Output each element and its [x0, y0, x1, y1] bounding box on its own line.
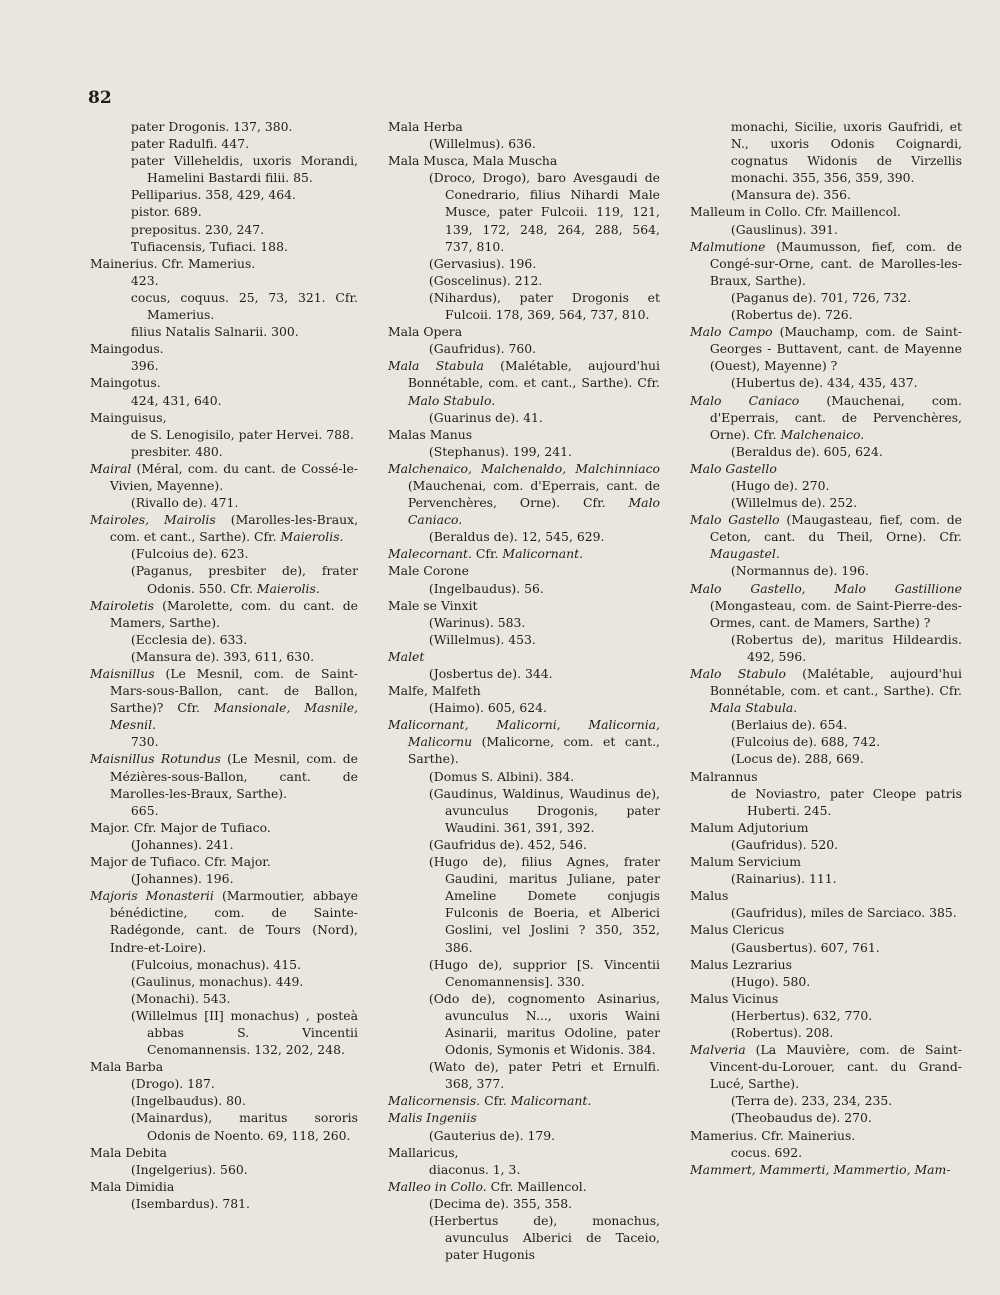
entry-text: (Nihardus), pater Drogonis et Fulcoii. 178, 369, 564, 737, 810. [428, 289, 660, 323]
entry-text: (Gaufridus de). 452, 546. [428, 836, 587, 852]
entry-text: (Locus de). 288, 669. [730, 751, 864, 767]
entry-text: prepositus. 230, 247. [130, 221, 265, 237]
italic-term: Malveria [690, 1042, 746, 1058]
entry-text: cocus, coquus. 25, 73, 321. Cfr. Mamerius. [130, 289, 358, 323]
index-subentry [690, 631, 962, 665]
entry-text: (Le Mesnil, com. de Saint-Mars-sous-Ballon, cant. de Ballon, Sarthe)? Cfr. [109, 666, 358, 716]
index-heading [690, 665, 962, 716]
entry-text: Mallaricus, [388, 1144, 459, 1160]
entry-text: (Mongasteau, com. de Saint-Pierre-des-Ormes, cant. de Mamers, Sarthe) ? [709, 597, 962, 630]
index-subentry [690, 1109, 962, 1126]
entry-text: (Ingelgerius). 560. [130, 1161, 248, 1177]
cross-reference: Malchenaico. [780, 426, 865, 442]
index-subentry [388, 135, 660, 152]
entry-text: pistor. 689. [130, 204, 202, 220]
index-subentry [388, 580, 660, 597]
index-heading [690, 580, 962, 631]
index-subentry [90, 562, 358, 596]
entry-text: (Marolette, com. du cant. de Mamers, Sarthe). [109, 597, 358, 630]
entry-text: (Decima de). 355, 358. [428, 1195, 573, 1211]
italic-term: Mairoles, Mairolis [90, 512, 216, 528]
index-subentry [90, 973, 358, 990]
index-subentry [90, 323, 358, 340]
entry-text: (Gaufridus). 760. [428, 341, 537, 357]
index-subentry [388, 853, 660, 956]
index-heading [90, 887, 358, 955]
cross-reference: Mala Stabula. [709, 700, 798, 716]
index-heading [388, 545, 660, 562]
entry-text: (Willelmus). 636. [428, 136, 536, 152]
index-heading [388, 1092, 660, 1109]
index-heading [388, 323, 660, 340]
entry-text: pater Radulfi. 447. [130, 136, 250, 152]
entry-text: Mainguisus, [90, 409, 167, 425]
entry-text: (Goscelinus). 212. [428, 272, 543, 288]
cross-reference: Malo Caniaco. [407, 495, 660, 528]
index-subentry [90, 238, 358, 255]
index-subentry [388, 836, 660, 853]
italic-term: Mairal [90, 460, 132, 476]
entry-text: (Hugo). 580. [730, 973, 811, 989]
page-number: 82 [88, 88, 112, 108]
index-subentry [690, 1024, 962, 1041]
index-subentry [90, 545, 358, 562]
entry-text: 396. [130, 358, 159, 374]
entry-text: (Paganus, presbiter de), frater Odonis. 550. Cfr. [130, 563, 358, 596]
entry-text: (Gaulinus, monachus). 449. [130, 973, 304, 989]
index-heading [90, 255, 358, 272]
entry-text: (Marmoutier, abbaye bénédictine, com. de Sainte-Radégonde, cant. de Tours (Nord), Indre-et-Loire). [109, 888, 358, 955]
index-heading [388, 426, 660, 443]
index-heading [90, 1058, 358, 1075]
entry-text: (Hubertus de). 434, 435, 437. [730, 375, 918, 391]
italic-term: Malo Campo [690, 324, 773, 340]
cross-reference: Malicornant. [502, 546, 584, 562]
index-subentry [388, 665, 660, 682]
entry-text: (Fulcoius, monachus). 415. [130, 956, 302, 972]
entry-text: (Gausbertus). 607, 761. [730, 939, 880, 955]
index-subentry [690, 785, 962, 819]
entry-text: (Robertus de), maritus Hildeardis. 492, 596. [730, 631, 962, 664]
italic-term: Malleo in Collo. [388, 1178, 487, 1194]
entry-text: (La Mauvière, com. de Saint-Vincent-du-Lorouer, cant. du Grand-Lucé, Sarthe). [709, 1042, 962, 1092]
index-subentry [90, 118, 358, 135]
index-subentry [690, 289, 962, 306]
index-subentry [90, 186, 358, 203]
entry-text: (Guarinus de). 41. [428, 409, 543, 425]
index-subentry [90, 956, 358, 973]
entry-text: (Johannes). 241. [130, 836, 234, 852]
entry-text: (Marolles-les-Braux, com. et cant., Sarthe). Cfr. [109, 512, 359, 545]
index-subentry [90, 272, 358, 289]
index-subentry [690, 477, 962, 494]
index-subentry [388, 614, 660, 631]
index-subentry [90, 802, 358, 819]
entry-text: (Terra de). 233, 234, 235. [730, 1093, 893, 1109]
index-column-2 [388, 118, 660, 1263]
index-heading [690, 392, 962, 443]
italic-term: Malicornensis. [388, 1093, 481, 1109]
entry-text: (Gauslinus). 391. [730, 221, 838, 237]
index-subentry [388, 409, 660, 426]
entry-text: Cfr. [480, 1093, 511, 1109]
index-subentry [90, 733, 358, 750]
index-subentry [90, 1092, 358, 1109]
index-heading [90, 460, 358, 494]
index-subentry [690, 939, 962, 956]
entry-text: (Robertus de). 726. [730, 307, 853, 323]
entry-text: Pelliparius. 358, 429, 464. [130, 187, 296, 203]
entry-text: Major. Cfr. Major de Tufiaco. [90, 819, 271, 835]
entry-text: 423. [130, 272, 159, 288]
index-heading [690, 768, 962, 785]
index-heading [90, 1144, 358, 1161]
entry-text: Malrannus [690, 768, 758, 784]
index-subentry [90, 1109, 358, 1143]
index-subentry [388, 1161, 660, 1178]
entry-text: (Hugo de). 270. [730, 477, 830, 493]
entry-text: (Rivallo de). 471. [130, 495, 239, 511]
index-subentry [388, 631, 660, 648]
index-subentry [90, 870, 358, 887]
index-heading [690, 1161, 962, 1178]
index-subentry [90, 1007, 358, 1058]
entry-text: Malus [690, 888, 729, 904]
entry-text: (Fulcoius de). 688, 742. [730, 734, 881, 750]
index-subentry [90, 990, 358, 1007]
index-subentry [690, 374, 962, 391]
index-subentry [388, 1127, 660, 1144]
index-heading [90, 750, 358, 801]
entry-text: monachi, Sicilie, uxoris Gaufridi, et N., uxoris Odonis Coignardi, cognatus Widonis de Virzellis monachi. 355, 356, 359, 390. [730, 119, 962, 186]
entry-text: (Normannus de). 196. [730, 563, 869, 579]
entry-text: Malleum in Collo. Cfr. Maillencol. [690, 204, 901, 220]
entry-text: (Berlaius de). 654. [730, 717, 848, 733]
entry-text: (Mainardus), maritus sororis Odonis de Noento. 69, 118, 260. [130, 1110, 358, 1143]
index-subentry [388, 956, 660, 990]
italic-term: Malo Caniaco [690, 392, 800, 408]
index-subentry [690, 443, 962, 460]
index-heading [388, 460, 660, 528]
index-heading [690, 853, 962, 870]
italic-term: Malicornant, Malicorni, Malicornia, Malicornu [388, 717, 660, 750]
entry-text: Malum Adjutorium [690, 819, 809, 835]
italic-term: Maisnillus Rotundus [90, 751, 221, 767]
entry-text: (Méral, com. du cant. de Cossé-le-Vivien, Mayenne). [109, 460, 358, 493]
index-heading [90, 409, 358, 426]
index-subentry [388, 785, 660, 836]
index-subentry [690, 1007, 962, 1024]
entry-text: (Willelmus de). 252. [730, 495, 858, 511]
index-subentry [90, 392, 358, 409]
entry-text: pater Drogonis. 137, 380. [130, 119, 293, 134]
index-heading [90, 1178, 358, 1195]
index-subentry [690, 221, 962, 238]
index-subentry [90, 494, 358, 511]
entry-text: (Mauchenai, com. d'Eperrais, cant. de Pervenchères, Orne). Cfr. [407, 477, 660, 511]
entry-text: Mala Herba [388, 119, 463, 134]
entry-text: (Hugo de), filius Agnes, frater Gaudini, maritus Juliane, pater Ameline Domete conjugis Fulconis de Boeria, et Alberici Goslini, vel Joslini ? 350, 352, 386. [428, 854, 660, 955]
index-subentry [690, 494, 962, 511]
index-subentry [388, 169, 660, 254]
entry-text: Cfr. Maillencol. [486, 1178, 587, 1194]
index-heading [90, 665, 358, 733]
italic-term: Malet [388, 648, 425, 664]
italic-term: Malo Gastello [690, 512, 780, 528]
entry-text: (Malicorne, com. et cant., Sarthe). [407, 734, 660, 767]
entry-text: (Drogo). 187. [130, 1076, 215, 1092]
index-heading [690, 460, 962, 477]
index-subentry [690, 1092, 962, 1109]
index-heading [388, 357, 660, 408]
entry-text: (Malétable, aujourd'hui Bonnétable, com. et cant., Sarthe). Cfr. [407, 358, 660, 391]
index-heading [690, 956, 962, 973]
index-heading [388, 118, 660, 135]
index-heading [388, 716, 660, 767]
index-heading [388, 562, 660, 579]
entry-text: Malfe, Malfeth [388, 683, 481, 699]
index-heading [690, 819, 962, 836]
index-subentry [90, 203, 358, 220]
entry-text: Tufiacensis, Tufiaci. 188. [130, 238, 288, 254]
cross-reference: Maierolis. [280, 529, 344, 545]
index-heading [90, 853, 358, 870]
entry-text: (Herbertus). 632, 770. [730, 1007, 873, 1023]
index-heading [388, 1109, 660, 1126]
entry-text: (Domus S. Albini). 384. [428, 768, 575, 784]
cross-reference: Maierolis. [256, 580, 320, 596]
entry-text: presbiter. 480. [130, 443, 223, 459]
index-subentry [90, 443, 358, 460]
italic-term: Mairoletis [90, 597, 155, 613]
entry-text: (Gaufridus), miles de Sarciaco. 385. [730, 905, 957, 921]
entry-text: (Beraldus de). 12, 545, 629. [428, 529, 605, 545]
index-subentry [90, 426, 358, 443]
index-subentry [90, 1075, 358, 1092]
entry-text: Male Corone [388, 563, 469, 579]
index-subentry [90, 1195, 358, 1212]
entry-text: (Mansura de). 356. [730, 187, 851, 203]
entry-text: (Ingelbaudus). 80. [130, 1093, 246, 1109]
entry-text: (Theobaudus de). 270. [730, 1110, 872, 1126]
entry-text: (Maugasteau, fief, com. de Ceton, cant. du Theil, Orne). Cfr. [709, 512, 962, 545]
index-subentry [388, 255, 660, 272]
index-subentry [690, 733, 962, 750]
index-subentry [388, 699, 660, 716]
entry-text: 424, 431, 640. [130, 392, 222, 408]
entry-text: (Warinus). 583. [428, 614, 526, 630]
index-subentry [690, 836, 962, 853]
entry-text: (Wato de), pater Petri et Ernulfi. 368, 377. [428, 1059, 660, 1092]
index-heading [90, 374, 358, 391]
entry-text: Maingodus. [90, 341, 164, 357]
index-subentry [388, 1195, 660, 1212]
cross-reference: Malicornant. [510, 1093, 592, 1109]
entry-text: Mainerius. Cfr. Mamerius. [90, 255, 256, 271]
index-heading [690, 511, 962, 562]
index-heading [690, 1041, 962, 1092]
entry-text: (Josbertus de). 344. [428, 666, 553, 681]
entry-text: (Gaufridus). 520. [730, 836, 839, 852]
index-heading [388, 1178, 660, 1195]
entry-text: (Willelmus). 453. [428, 631, 536, 647]
index-heading [690, 238, 962, 289]
entry-text: (Stephanus). 199, 241. [428, 443, 573, 459]
index-subentry [90, 1161, 358, 1178]
index-subentry [90, 289, 358, 323]
index-subentry [690, 306, 962, 323]
entry-text: de S. Lenogisilo, pater Hervei. 788. [130, 426, 354, 442]
index-heading [690, 1127, 962, 1144]
index-heading [690, 921, 962, 938]
entry-text: (Monachi). 543. [130, 990, 231, 1006]
index-subentry [90, 648, 358, 665]
entry-text: Cfr. [471, 546, 503, 562]
entry-text: (Gauterius de). 179. [428, 1127, 556, 1143]
index-heading [690, 990, 962, 1007]
entry-text: (Willelmus [II] monachus) , posteà abbas S. Vincentii Cenomannensis. 132, 202, 248. [130, 1007, 358, 1058]
index-subentry [690, 1144, 962, 1161]
italic-term: Malmutione [690, 238, 766, 254]
index-heading [388, 648, 660, 665]
index-column-1 [90, 118, 358, 1212]
entry-text: (Robertus). 208. [730, 1024, 834, 1040]
index-subentry [388, 1212, 660, 1263]
entry-text: Malum Servicium [690, 854, 802, 870]
entry-text: Malus Lezrarius [690, 956, 792, 972]
index-subentry [690, 750, 962, 767]
entry-text: (Maumusson, fief, com. de Congé-sur-Orne, cant. de Marolles-les-Braux, Sarthe). [709, 238, 962, 288]
entry-text: (Haimo). 605, 624. [428, 700, 547, 716]
entry-text: (Herbertus de), monachus, avunculus Alberici de Taceio, pater Hugonis [428, 1213, 660, 1263]
index-subentry [90, 836, 358, 853]
index-subentry [690, 716, 962, 733]
index-subentry [388, 1058, 660, 1092]
entry-text: cocus. 692. [730, 1144, 803, 1160]
index-heading [690, 323, 962, 374]
index-heading [388, 682, 660, 699]
entry-text: pater Villeheldis, uxoris Morandi, Hamelini Bastardi filii. 85. [130, 153, 358, 186]
index-heading [690, 887, 962, 904]
index-subentry [388, 990, 660, 1058]
index-subentry [388, 768, 660, 785]
entry-text: (Johannes). 196. [130, 871, 234, 887]
entry-text: (Hugo de), supprior [S. Vincentii Cenomannensis]. 330. [428, 956, 660, 989]
entry-text: Male se Vinxit [388, 597, 478, 613]
entry-text: Mala Barba [90, 1059, 164, 1075]
italic-term: Majoris Monasterii [90, 888, 214, 904]
italic-term: Malo Gastello [690, 460, 777, 476]
entry-text: Mala Opera [388, 324, 463, 340]
index-heading [388, 597, 660, 614]
index-heading [90, 340, 358, 357]
italic-term: Malo Stabulo [690, 666, 786, 681]
italic-term: Malis Ingeniis [388, 1110, 477, 1126]
entry-text: (Le Mesnil, com. de Mézières-sous-Ballon, cant. de Marolles-les-Braux, Sarthe). [109, 751, 358, 801]
entry-text: (Mauchenai, com. d'Eperrais, cant. de Pervenchères, Orne). Cfr. [709, 392, 962, 442]
index-heading [90, 511, 358, 545]
entry-text: Mamerius. Cfr. Mainerius. [690, 1127, 856, 1143]
italic-term: Malecornant. [388, 546, 472, 562]
entry-text: (Odo de), cognomento Asinarius, avunculus N..., uxoris Waini Asinarii, maritus Odoline, pater Odonis, Symonis et Widonis. 384. [428, 990, 660, 1058]
entry-text: (Ingelbaudus). 56. [428, 580, 544, 596]
index-heading [90, 819, 358, 836]
index-subentry [388, 272, 660, 289]
italic-term: Malchenaico, Malchenaldo, Malchinniaco [388, 460, 660, 476]
index-heading [690, 203, 962, 220]
entry-text: (Paganus de). 701, 726, 732. [730, 289, 912, 305]
index-subentry [690, 973, 962, 990]
index-subentry [90, 221, 358, 238]
index-column-3 [690, 118, 962, 1178]
entry-text: diaconus. 1, 3. [428, 1161, 521, 1177]
entry-text: (Beraldus de). 605, 624. [730, 443, 883, 459]
italic-term: Mala Stabula [388, 358, 484, 374]
entry-text: (Isembardus). 781. [130, 1195, 250, 1211]
entry-text: filius Natalis Salnarii. 300. [130, 324, 299, 340]
entry-text: (Fulcoius de). 623. [130, 546, 249, 562]
entry-text: Malus Vicinus [690, 990, 779, 1006]
index-subentry [690, 904, 962, 921]
index-subentry [90, 357, 358, 374]
index-heading [388, 1144, 660, 1161]
entry-text: de Noviastro, pater Cleope patris Huberti. 245. [730, 785, 962, 818]
cross-reference: Maugastel. [709, 546, 780, 562]
entry-text: 665. [130, 802, 159, 818]
entry-text: (Mansura de). 393, 611, 630. [130, 648, 315, 664]
index-subentry [388, 289, 660, 323]
entry-text: (Mauchamp, com. de Saint-Georges - Buttavent, cant. de Mayenne (Ouest), Mayenne) ? [709, 324, 962, 374]
italic-term: Maisnillus [90, 666, 155, 681]
index-subentry [690, 186, 962, 203]
index-subentry [90, 631, 358, 648]
entry-text: (Gaudinus, Waldinus, Waudinus de), avunculus Drogonis, pater Waudini. 361, 391, 392. [428, 785, 660, 835]
entry-text: 730. [130, 734, 159, 750]
entry-text: (Ecclesia de). 633. [130, 631, 248, 647]
entry-text: Major de Tufiaco. Cfr. Major. [90, 854, 271, 870]
index-subentry [690, 562, 962, 579]
index-subentry [388, 340, 660, 357]
entry-text: Mala Musca, Mala Muscha [388, 153, 558, 169]
italic-term: Mammert, Mammerti, Mammertio, Mam- [690, 1161, 951, 1177]
entry-text: Maingotus. [90, 375, 161, 391]
cross-reference: Malo Stabulo. [407, 392, 496, 408]
cross-reference: Mansionale, Masnile, Mesnil. [109, 700, 358, 733]
italic-term: Malo Gastello, Malo Gastillione [690, 580, 962, 596]
index-heading [90, 597, 358, 631]
entry-text: (Gervasius). 196. [428, 255, 537, 271]
index-subentry [388, 528, 660, 545]
entry-text: Mala Debita [90, 1144, 167, 1160]
entry-text: (Rainarius). 111. [730, 871, 837, 887]
index-continuation [690, 118, 962, 186]
index-heading [388, 152, 660, 169]
index-subentry [690, 870, 962, 887]
entry-text: Malus Clericus [690, 922, 785, 938]
index-subentry [90, 152, 358, 186]
entry-text: (Droco, Drogo), baro Avesgaudi de Conedrario, filius Nihardi Male Musce, pater Fulcoii. 119, 121, 139, 172, 248, 264, 288, 564, 737, 810. [428, 170, 660, 254]
index-subentry [90, 135, 358, 152]
entry-text: Malas Manus [388, 426, 473, 442]
entry-text: Mala Dimidia [90, 1178, 175, 1194]
index-subentry [388, 443, 660, 460]
entry-text: (Malétable, aujourd'hui Bonnétable, com. et cant., Sarthe). Cfr. [709, 666, 962, 699]
